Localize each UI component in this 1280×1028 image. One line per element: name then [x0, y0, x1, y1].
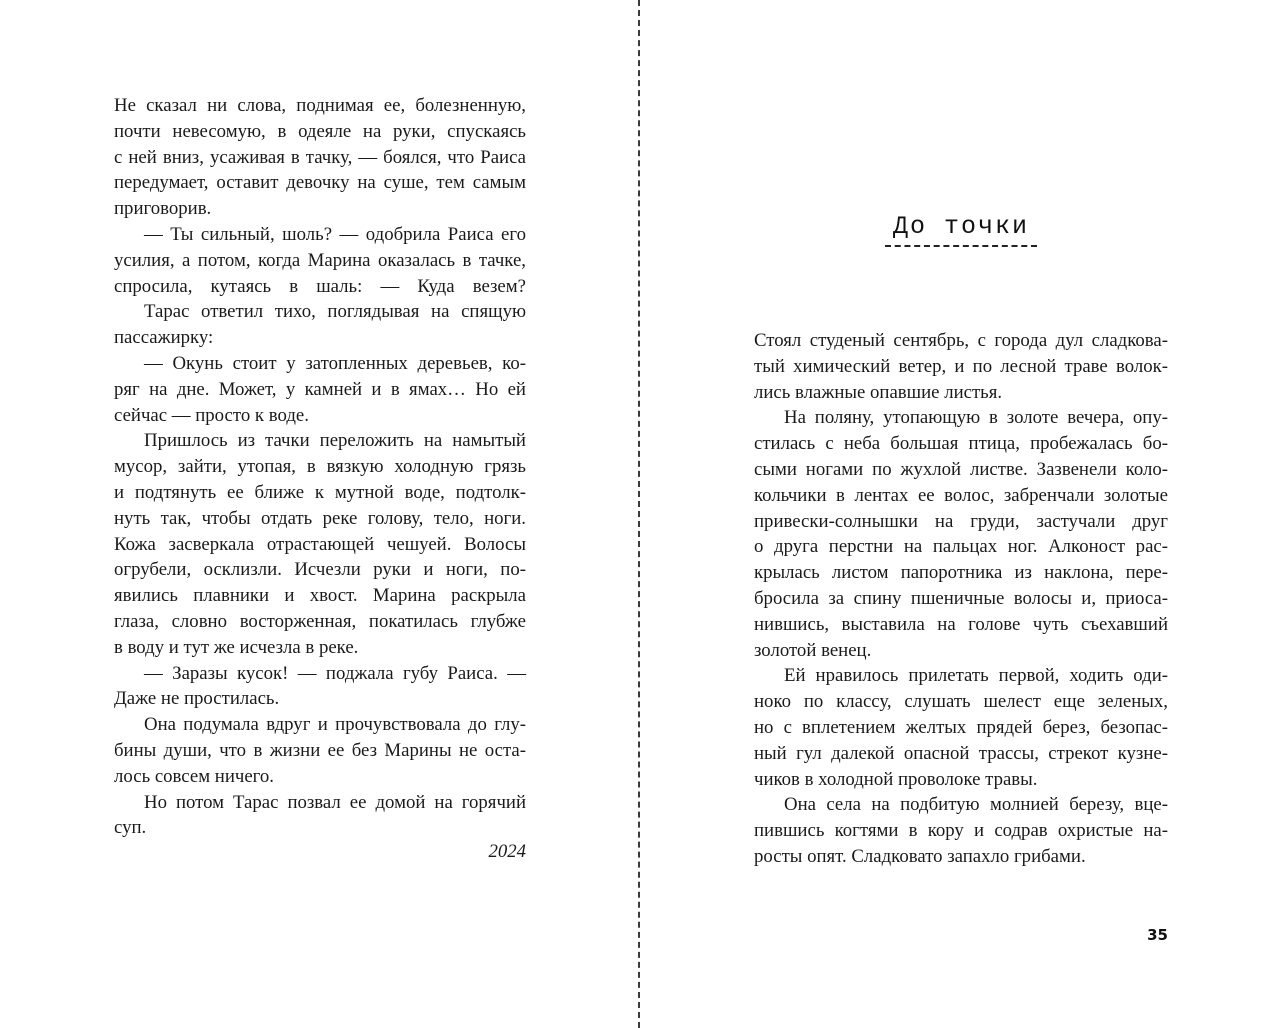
text-line: мусор, зайти, утопая, в вязкую холодную грязь [114, 456, 526, 478]
text-line: росты опят. Сладковато запахло грибами. [754, 845, 1086, 867]
text-line: пившись когтями в кору и содрав охристые на- [754, 820, 1168, 842]
right-page-body [754, 328, 1168, 870]
text-line: в воду и тут же исчезла в реке. [114, 636, 359, 658]
text-line: ный гул далекой опасной трассы, стрекот кузне- [754, 742, 1168, 764]
text-line: но с вплетением желтых прядей берез, безопас- [754, 716, 1168, 738]
text-line: усилия, а потом, когда Марина оказалась в тачке, [114, 249, 526, 271]
text-line: Она подумала вдруг и прочувствовала до глу- [144, 714, 526, 736]
text-line: тый химический ветер, и по лесной траве волок- [754, 355, 1168, 377]
text-line: о друга перстни на пальцах ног. Алконост рас- [754, 536, 1168, 558]
text-line: Кожа засверкала отрастающей чешуей. Волосы [114, 533, 526, 555]
text-line: Она села на подбитую молнией березу, вце- [784, 794, 1168, 816]
text-line: бросила за спину пшеничные волосы и, приоса- [754, 587, 1168, 609]
text-line: приговорив. [114, 198, 212, 220]
text-line: огрубели, осклизли. Исчезли руки и ноги, по- [114, 559, 526, 581]
text-line: Тарас ответил тихо, поглядывая на спящую [144, 301, 526, 323]
text-line: пассажирку: [114, 327, 214, 349]
chapter-title [754, 212, 1168, 241]
text-line: — Ты сильный, шоль? — одобрила Раиса его [144, 223, 526, 245]
text-line: суп. [114, 817, 147, 839]
text-line: сыми ногами по жухлой листве. Зазвенели коло- [754, 458, 1168, 480]
text-line: нившись, выставила на голове чуть съехавший [754, 613, 1168, 635]
text-line: золотой венец. [754, 639, 872, 661]
left-page-body [114, 93, 526, 841]
text-line: — Заразы кусок! — поджала губу Раиса. — [144, 662, 526, 684]
text-line: явились плавники и хвост. Марина раскрыла [114, 585, 526, 607]
text-line: нуть так, чтобы отдать реке голову, тело, ноги. [114, 507, 526, 529]
text-line: передумает, оставит девочку на суше, тем самым [114, 172, 526, 194]
text-line: — Окунь стоит у затопленных деревьев, ко- [144, 352, 526, 374]
text-line: лось совсем ничего. [114, 765, 274, 787]
text-line: Пришлось из тачки переложить на намытый [144, 430, 526, 452]
text-line: Стоял студеный сентябрь, с города дул сладкова- [754, 330, 1168, 351]
book-spine-divider [638, 0, 640, 1028]
text-line: На поляну, утопающую в золоте вечера, опу- [784, 407, 1168, 429]
text-line: Не сказал ни слова, поднимая ее, болезненную, [114, 95, 526, 116]
text-line: сейчас — просто к воде. [114, 404, 309, 426]
text-line: и подтянуть ее ближе к мутной воде, подтолк- [114, 481, 526, 503]
text-line: почти невесомую, в одеяле на руки, спускаясь [114, 120, 526, 142]
text-line: кольчики в лентах ее волос, забренчали золотые [754, 484, 1168, 506]
story-year: 2024 [488, 841, 526, 862]
text-line: Но потом Тарас позвал ее домой на горячий [144, 791, 526, 813]
text-line: с ней вниз, усаживая в тачку, — боялся, что Раиса [114, 146, 526, 168]
text-line: крылась листом папоротника из наклона, пере- [754, 562, 1168, 584]
chapter-title-text: До точки [892, 212, 1030, 241]
text-line: глаза, словно восторженная, покатилась глубже [114, 610, 526, 632]
text-line: чиков в холодной проволоке травы. [754, 768, 1038, 790]
text-line: бины души, что в жизни ее без Марины не оста- [114, 739, 526, 761]
text-line: Даже не простилась. [114, 688, 280, 710]
text-line: стилась с неба большая птица, пробежалась бо- [754, 433, 1168, 455]
text-line: спросила, кутаясь в шаль: — Куда везем? [114, 275, 526, 297]
text-line: лись влажные опавшие листья. [754, 381, 1003, 403]
text-line: Ей нравилось прилетать первой, ходить оди- [784, 665, 1168, 687]
text-line: привески-солнышки на груди, застучали друг [754, 510, 1168, 532]
chapter-title-underline [885, 245, 1037, 247]
page-number: 35 [1147, 926, 1168, 944]
text-line: ноко по классу, слушать шелест еще зеленых, [754, 691, 1168, 713]
text-line: ряг на дне. Может, у камней и в ямах… Но ей [114, 378, 526, 400]
